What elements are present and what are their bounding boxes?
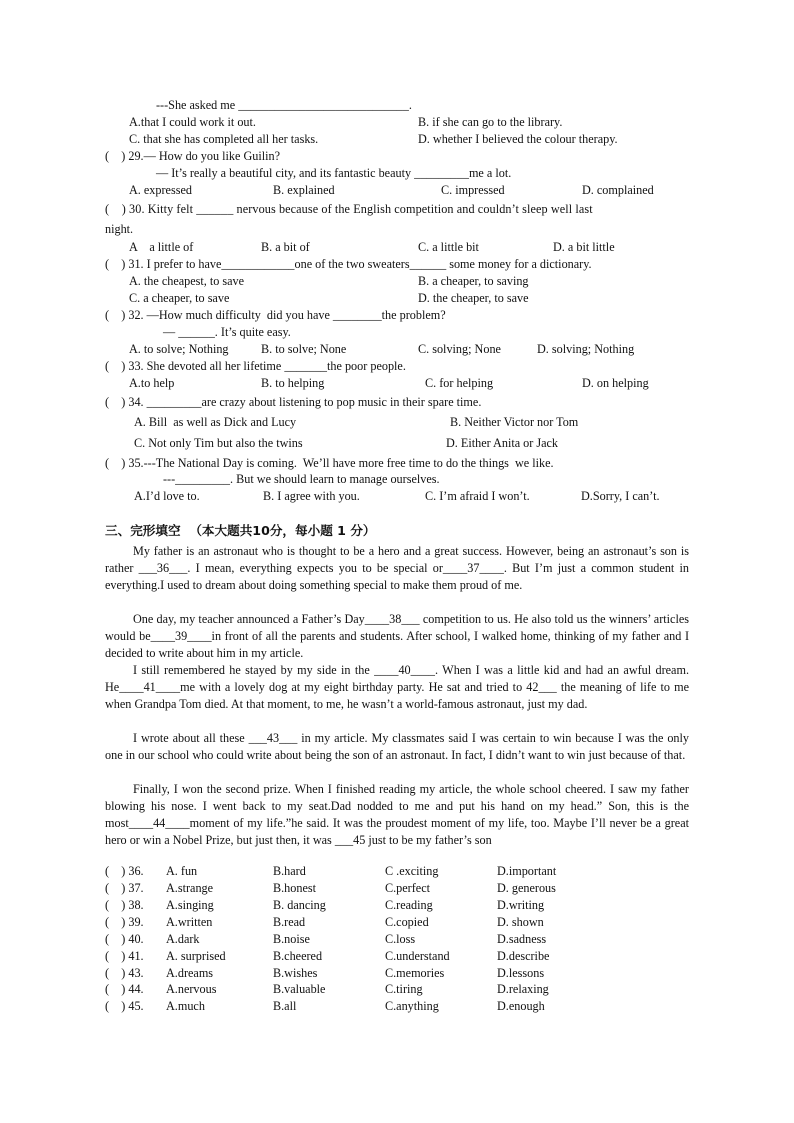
cloze-question-number: ( ) 43. xyxy=(105,966,144,980)
q30-option-b: B. a bit of xyxy=(261,240,310,254)
cloze-question-number: ( ) 37. xyxy=(105,881,144,895)
q35-option-d: D.Sorry, I can’t. xyxy=(581,489,660,503)
q31-stem: ( ) 31. I prefer to have____________one of the two sweaters______ some money for a dictionary. xyxy=(105,257,592,271)
cloze-option-d: D.important xyxy=(497,864,557,878)
cloze-option-d: D.relaxing xyxy=(497,982,549,996)
cloze-option-a: A.dark xyxy=(166,932,200,946)
cloze-option-a: A.singing xyxy=(166,898,214,912)
q33-option-c: C. for helping xyxy=(425,376,494,390)
q31-option-a: A. the cheapest, to save xyxy=(129,274,245,288)
cloze-option-b: B.valuable xyxy=(273,982,326,996)
cloze-option-c: C.loss xyxy=(385,932,416,946)
q32-option-a: A. to solve; Nothing xyxy=(129,342,229,356)
cloze-question-number: ( ) 40. xyxy=(105,932,144,946)
q34-stem: ( ) 34. _________are crazy about listening to pop music in their spare time. xyxy=(105,395,482,409)
q28-option-b: B. if she can go to the library. xyxy=(418,115,563,129)
q32-stem: ( ) 32. —How much difficulty did you have ________the problem? xyxy=(105,308,446,322)
q33-option-a: A.to help xyxy=(129,376,175,390)
q35-option-b: B. I agree with you. xyxy=(263,489,360,503)
q35-stem: ( ) 35.---The National Day is coming. We’ll have more free time to do the things we like. xyxy=(105,456,554,470)
q29-option-c: C. impressed xyxy=(441,183,505,197)
cloze-option-d: D.lessons xyxy=(497,966,545,980)
cloze-option-b: B.honest xyxy=(273,881,316,895)
cloze-option-d: D.writing xyxy=(497,898,545,912)
q32-option-c: C. solving; None xyxy=(418,342,501,356)
passage-paragraph-1: My father is an astronaut who is thought to be a hero and a great success. However, being an astronaut’s son is rather ___36___. I mean, everything expects you to be special or____37____. But I’m just a common student in everything.I used to dream about doing something special to make them proud of me. xyxy=(105,544,689,592)
cloze-option-c: C.anything xyxy=(385,999,439,1013)
cloze-question-number: ( ) 36. xyxy=(105,864,144,878)
cloze-option-b: B.cheered xyxy=(273,949,323,963)
q35-option-a: A.I’d love to. xyxy=(134,489,200,503)
cloze-option-b: B. dancing xyxy=(273,898,326,912)
cloze-question-number: ( ) 45. xyxy=(105,999,144,1013)
cloze-option-d: D. generous xyxy=(497,881,556,895)
cloze-option-b: B.read xyxy=(273,915,306,929)
q32-option-d: D. solving; Nothing xyxy=(537,342,635,356)
q28-option-c: C. that she has completed all her tasks. xyxy=(129,132,319,146)
q28-option-d: D. whether I believed the colour therapy. xyxy=(418,132,618,146)
q28-option-a: A.that I could work it out. xyxy=(129,115,256,129)
q30-stem-cont: night. xyxy=(105,222,134,236)
passage-paragraph-5: Finally, I won the second prize. When I finished reading my article, the whole school cheered. I saw my father blowing his nose. I went back to my seat.Dad nodded to me and put his hand on my head.” Son, this is the most____44____moment of my life.”he said. It was the proudest moment of my life, too. Maybe I’ll never be a great hero or win a Nobel Prize, but just then, it was ___45 just to be my father’s son xyxy=(105,782,689,847)
q31-option-b: B. a cheaper, to saving xyxy=(418,274,529,288)
cloze-option-c: C.memories xyxy=(385,966,445,980)
q29-sub: — It’s really a beautiful city, and its fantastic beauty _________me a lot. xyxy=(156,166,512,180)
q31-option-d: D. the cheaper, to save xyxy=(418,291,529,305)
q29-option-d: D. complained xyxy=(582,183,654,197)
cloze-question-number: ( ) 41. xyxy=(105,949,144,963)
cloze-option-a: A.much xyxy=(166,999,205,1013)
q31-option-c: C. a cheaper, to save xyxy=(129,291,230,305)
q34-option-b: B. Neither Victor nor Tom xyxy=(450,415,579,429)
q35-option-c: C. I’m afraid I won’t. xyxy=(425,489,530,503)
q29-option-a: A. expressed xyxy=(129,183,192,197)
cloze-option-b: B.all xyxy=(273,999,297,1013)
q28-stem: ---She asked me ____________________________. xyxy=(156,98,412,112)
cloze-option-c: C.tiring xyxy=(385,982,423,996)
cloze-option-a: A.strange xyxy=(166,881,214,895)
q33-option-b: B. to helping xyxy=(261,376,325,390)
q30-option-c: C. a little bit xyxy=(418,240,479,254)
q29-stem: ( ) 29.— How do you like Guilin? xyxy=(105,149,281,163)
q30-option-a: A a little of xyxy=(129,240,194,254)
cloze-option-c: C.reading xyxy=(385,898,433,912)
cloze-option-a: A.dreams xyxy=(166,966,214,980)
cloze-option-c: C.copied xyxy=(385,915,429,929)
q34-option-c: C. Not only Tim but also the twins xyxy=(134,436,303,450)
passage-paragraph-2: One day, my teacher announced a Father’s Day____38___ competition to us. He also told us the winners’ articles would be____39____in front of all the parents and students. After school, I walked home, thinking of my father and I decided to write about him in my article. xyxy=(105,612,689,660)
cloze-option-b: B.hard xyxy=(273,864,306,878)
cloze-question-number: ( ) 38. xyxy=(105,898,144,912)
passage-paragraph-3: I still remembered he stayed by my side in the ____40____. When I was a little kid and had an awful dream. He____41____me with a lovely dog at my eight birthday party. He sat and tried to 42___ the meaning of life to me when Grandpa Tom died. At that moment, to me, he wasn’t a world-famous astronaut, just my dad. xyxy=(105,663,689,711)
q30-option-d: D. a bit little xyxy=(553,240,615,254)
cloze-option-a: A. surprised xyxy=(166,949,226,963)
cloze-option-d: D.enough xyxy=(497,999,545,1013)
cloze-option-a: A.nervous xyxy=(166,982,217,996)
q33-option-d: D. on helping xyxy=(582,376,649,390)
cloze-question-number: ( ) 44. xyxy=(105,982,144,996)
q32-sub: — ______. It’s quite easy. xyxy=(163,325,291,339)
cloze-option-d: D. shown xyxy=(497,915,544,929)
cloze-option-c: C.perfect xyxy=(385,881,431,895)
cloze-option-c: C .exciting xyxy=(385,864,439,878)
cloze-question-number: ( ) 39. xyxy=(105,915,144,929)
passage-paragraph-4: I wrote about all these ___43___ in my article. My classmates said I was certain to win because I was the only one in our school who could write about being the son of an astronaut. In fact, I didn’t want to win just because of that. xyxy=(105,731,689,762)
cloze-option-b: B.wishes xyxy=(273,966,318,980)
q34-option-a: A. Bill as well as Dick and Lucy xyxy=(134,415,297,429)
section-3-heading: 三、完形填空 （本大题共10分，每小题 1 分） xyxy=(105,523,376,538)
cloze-option-a: A. fun xyxy=(166,864,198,878)
cloze-option-b: B.noise xyxy=(273,932,310,946)
q30-stem: ( ) 30. Kitty felt ______ nervous because of the English competition and couldn’t sleep well last xyxy=(105,202,593,216)
cloze-option-d: D.sadness xyxy=(497,932,547,946)
cloze-option-d: D.describe xyxy=(497,949,550,963)
q29-option-b: B. explained xyxy=(273,183,335,197)
cloze-option-a: A.written xyxy=(166,915,213,929)
q34-option-d: D. Either Anita or Jack xyxy=(446,436,559,450)
cloze-option-c: C.understand xyxy=(385,949,450,963)
q32-option-b: B. to solve; None xyxy=(261,342,347,356)
q35-sub: ---_________. But we should learn to manage ourselves. xyxy=(163,472,440,486)
q33-stem: ( ) 33. She devoted all her lifetime _______the poor people. xyxy=(105,359,406,373)
